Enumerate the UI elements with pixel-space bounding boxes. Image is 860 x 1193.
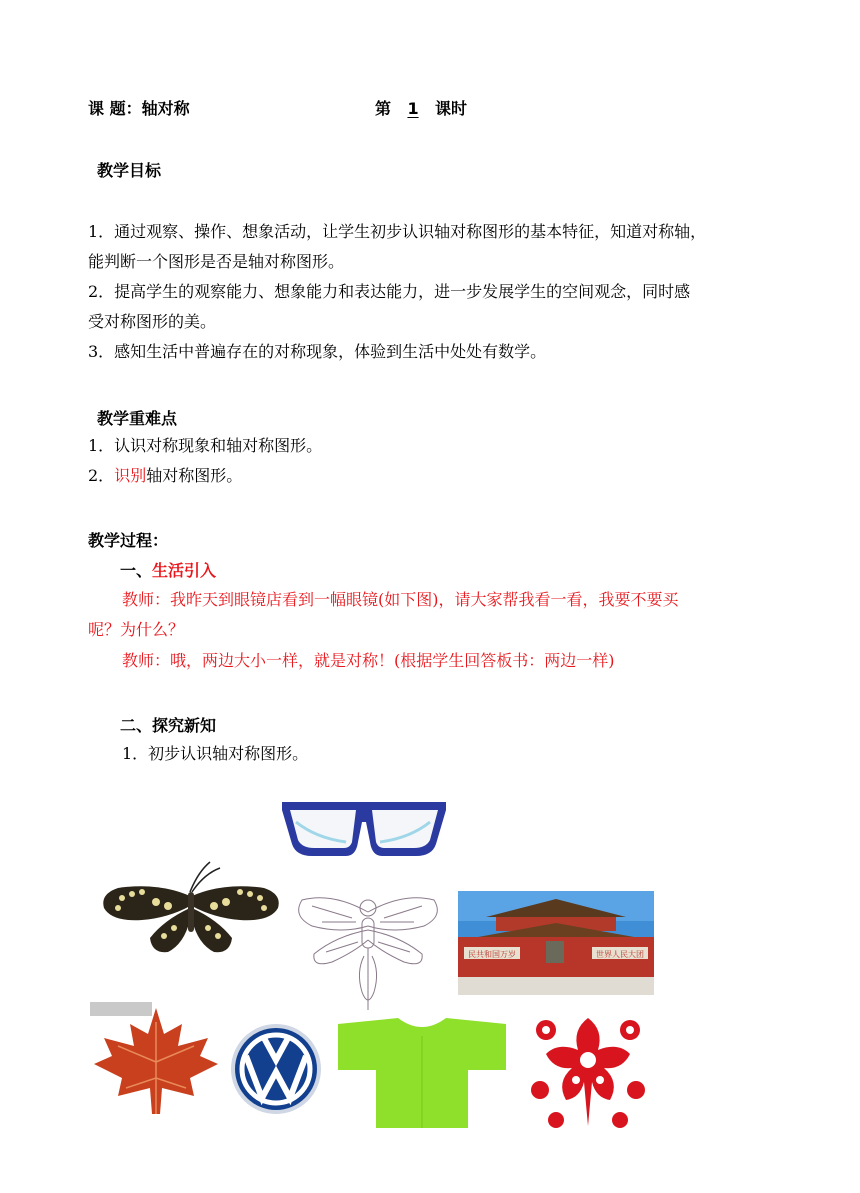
- goal-line-2: 能判断一个图形是否是轴对称图形。: [88, 252, 345, 271]
- dragonfly-image: [292, 892, 444, 1016]
- teacher-line-1b: 呢？为什么？: [88, 620, 185, 639]
- teacher-line-1: 教师：我昨天到眼镜店看到一幅眼镜(如下图)，请大家帮我看一看，我要不要买: [122, 590, 679, 609]
- topic-label: 课 题：: [88, 99, 142, 118]
- section-1-title: 生活引入: [152, 561, 217, 580]
- gate-banner-left: 民共和国万岁: [468, 950, 516, 959]
- goal-line-3: 2．提高学生的观察能力、想象能力和表达能力，进一步发展学生的空间观念，同时感: [88, 282, 691, 301]
- lesson-line: [375, 96, 467, 119]
- goal-line-4: 受对称图形的美。: [88, 312, 217, 331]
- lesson-number: 1: [407, 99, 419, 118]
- section-1-heading: [120, 558, 216, 581]
- topic-title: 轴对称: [141, 99, 190, 118]
- keypoint-2-highlight: 识别: [114, 466, 147, 485]
- shirt-image: [338, 1018, 506, 1128]
- keypoint-2-prefix: 2．: [88, 466, 115, 485]
- tiananmen-image: [458, 891, 654, 995]
- vw-logo-image: [230, 1022, 322, 1116]
- section-2-heading: 二、探究新知: [120, 716, 217, 735]
- keypoint-2: [88, 466, 242, 486]
- goal-line-1: 1．通过观察、操作、想象活动，让学生初步认识轴对称图形的基本特征，知道对称轴，: [88, 222, 707, 241]
- topic-line: [88, 96, 190, 119]
- butterfly-image: [98, 858, 284, 958]
- keypoint-1: 1．认识对称现象和轴对称图形。: [88, 436, 323, 455]
- lesson-suffix: 课时: [435, 99, 468, 118]
- keypoint-2-rest: 轴对称图形。: [146, 466, 243, 485]
- lesson-prefix: 第: [375, 99, 392, 118]
- section-1-number: 一、: [120, 561, 153, 580]
- goals-heading: 教学目标: [97, 161, 162, 180]
- maple-leaf-image: [90, 1002, 222, 1120]
- keypoints-heading: 教学重难点: [97, 409, 178, 428]
- process-heading: 教学过程：: [88, 531, 169, 550]
- teacher-line-2: 教师：哦，两边大小一样，就是对称！(根据学生回答板书：两边一样): [122, 651, 615, 670]
- glasses-image: [276, 798, 452, 864]
- goal-line-5: 3．感知生活中普遍存在的对称现象，体验到生活中处处有数学。: [88, 342, 547, 361]
- gate-banner-right: 世界人民大团: [596, 950, 644, 959]
- subsection-1: 1．初步认识轴对称图形。: [122, 744, 309, 763]
- papercut-image: [526, 1010, 650, 1134]
